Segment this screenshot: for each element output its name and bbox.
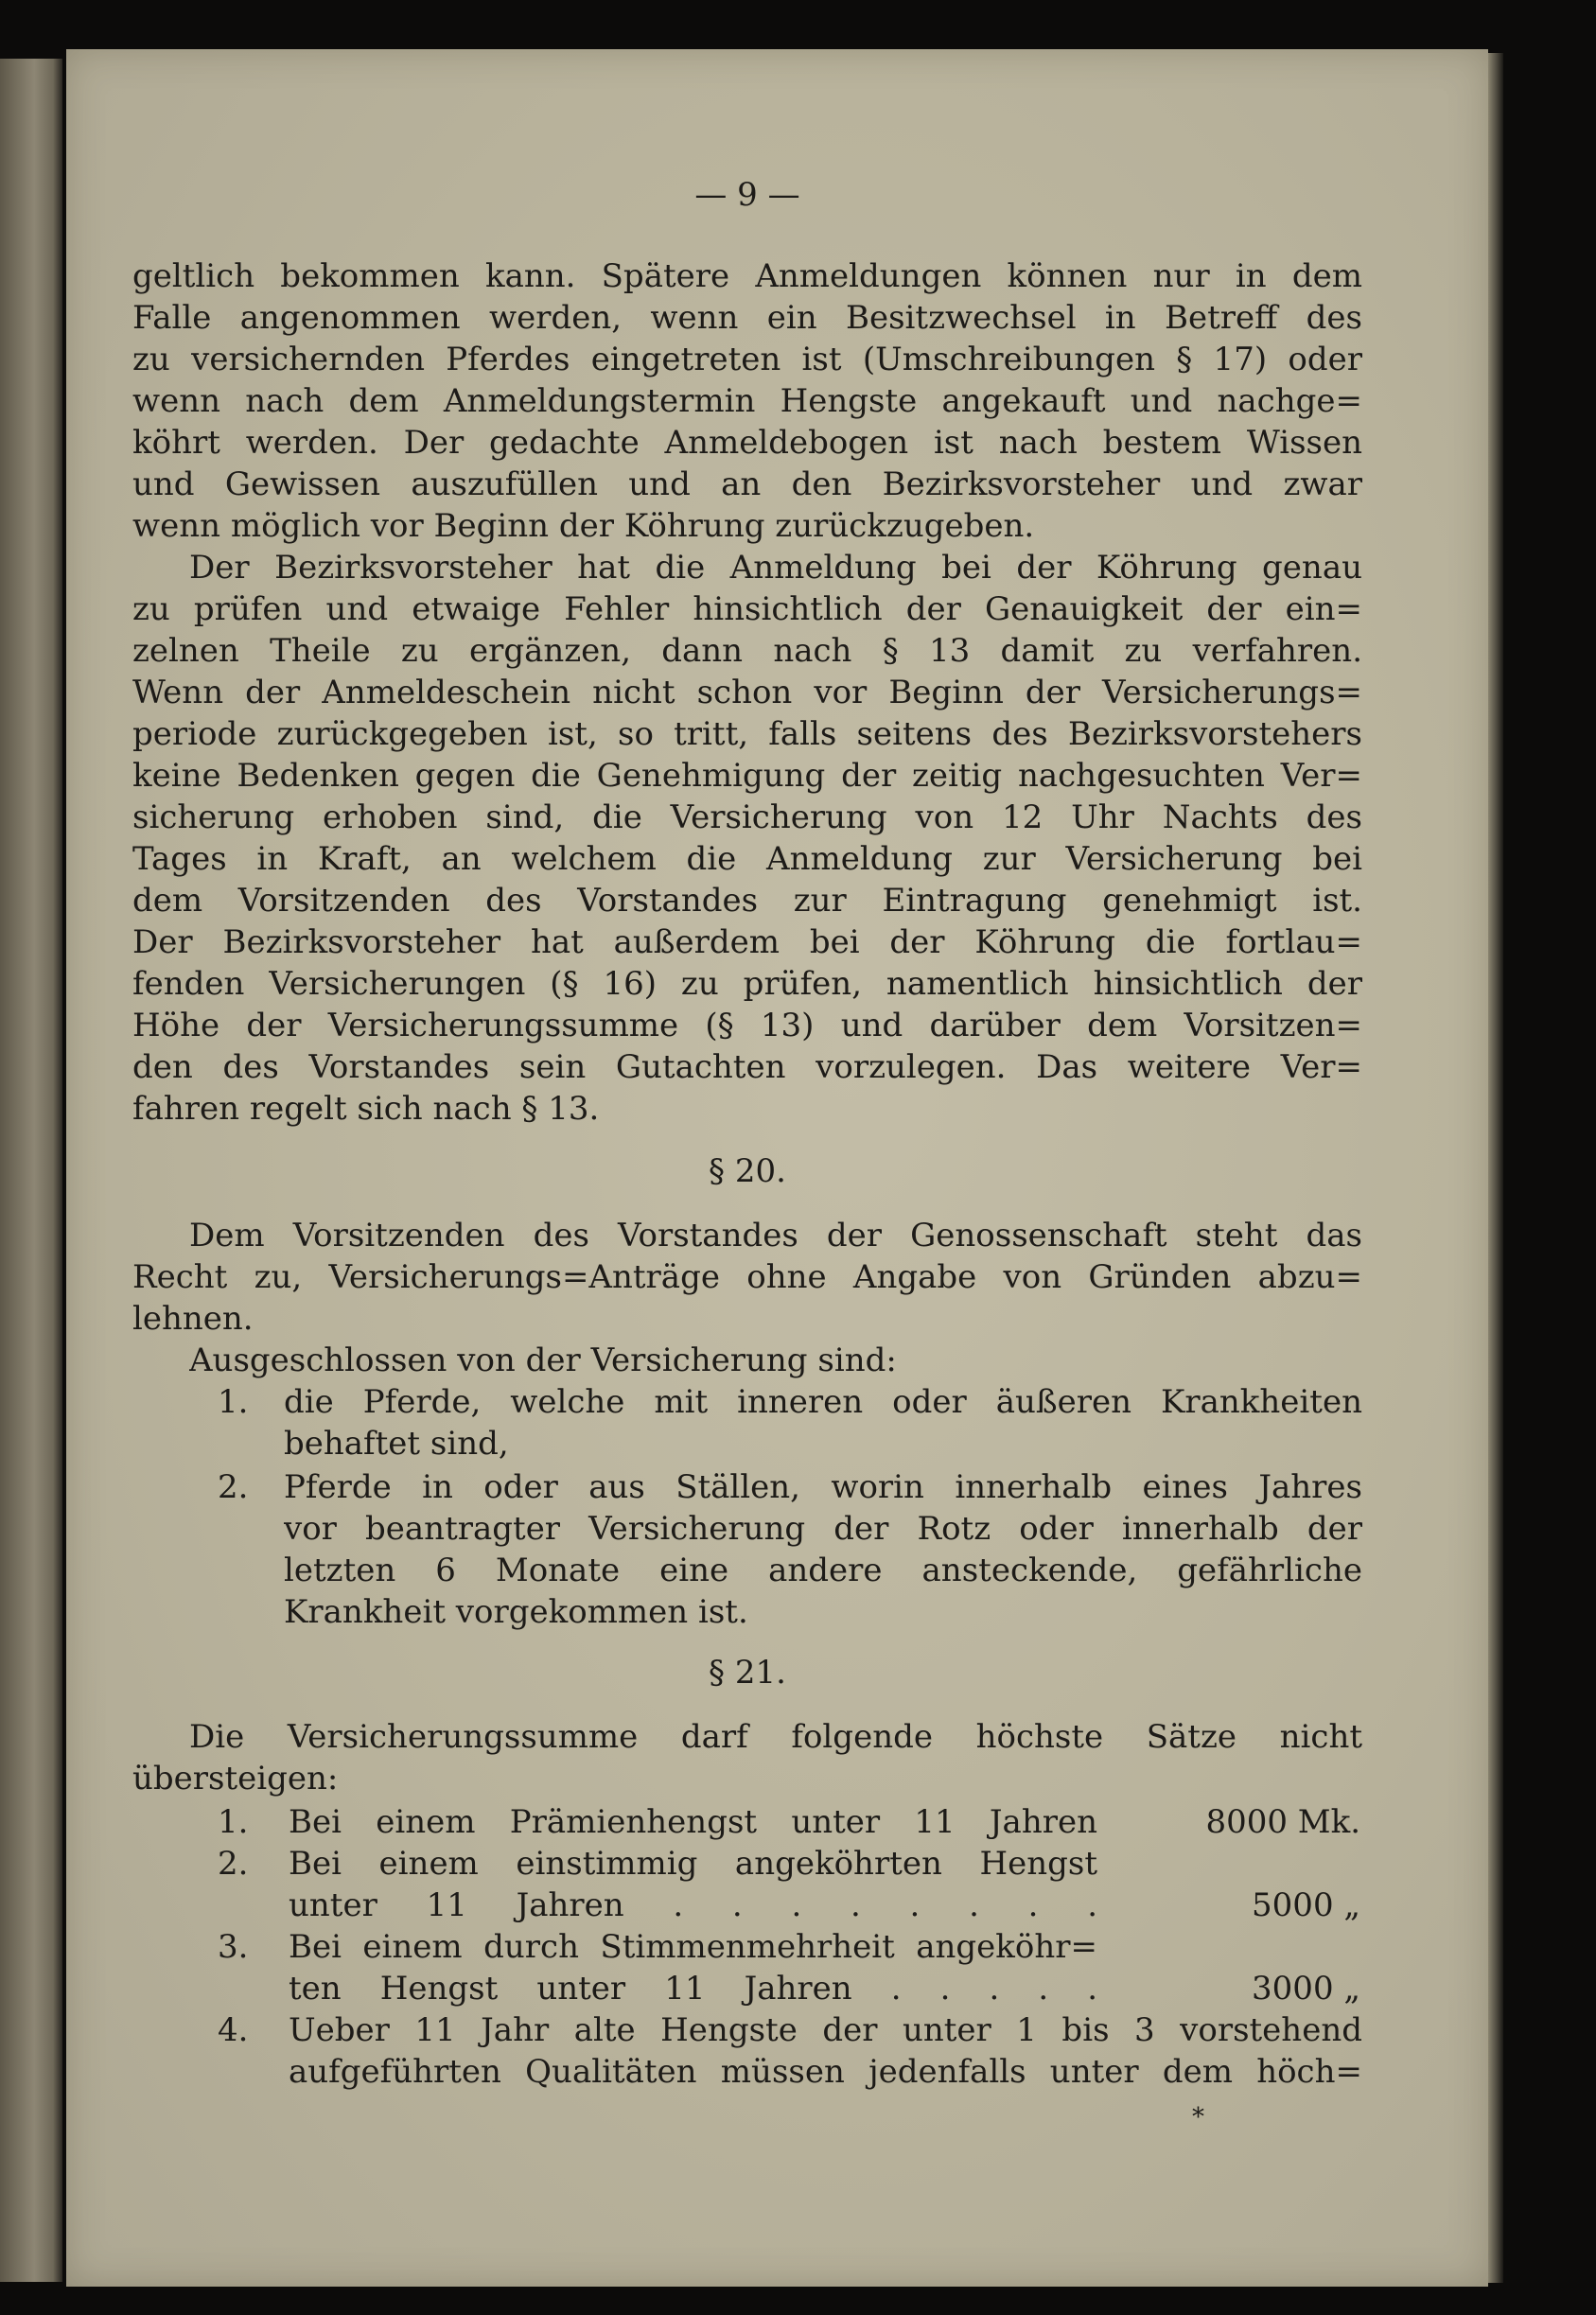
text-line: Höhe der Versicherungssumme (§ 13) und darüber dem Vorsitzen=: [132, 1007, 1362, 1044]
list-number: 1.: [218, 1383, 249, 1421]
text-line: Dem Vorsitzenden des Vorstandes der Genossenschaft steht das: [189, 1217, 1362, 1254]
text-line: geltlich bekommen kann. Spätere Anmeldungen können nur in dem: [132, 257, 1362, 295]
text-line: Die Versicherungssumme darf folgende höchste Sätze nicht: [189, 1718, 1362, 1756]
text-line: zu versichernden Pferdes eingetreten ist (Umschreibungen § 17) oder: [132, 341, 1362, 378]
list-number: 2.: [218, 1845, 249, 1883]
amount-value: 3000 „: [1252, 1970, 1360, 2008]
list-number: 2.: [218, 1468, 249, 1506]
signature-mark: *: [1192, 2103, 1204, 2131]
text-line: übersteigen:: [132, 1760, 339, 1798]
text-line: dem Vorsitzenden des Vorstandes zur Eintragung genehmigt ist.: [132, 882, 1362, 920]
text-line: wenn nach dem Anmeldungstermin Hengste angekauft und nachge=: [132, 382, 1362, 420]
amount-value: 5000 „: [1252, 1886, 1360, 1924]
text-line: fenden Versicherungen (§ 16) zu prüfen, namentlich hinsichtlich der: [132, 965, 1362, 1003]
text-line: Der Bezirksvorsteher hat außerdem bei der Köhrung die fortlau=: [132, 923, 1362, 961]
list-item-line: ten Hengst unter 11 Jahren . . . . .: [289, 1970, 1097, 2008]
text-line: sicherung erhoben sind, die Versicherung von 12 Uhr Nachts des: [132, 798, 1362, 836]
list-item-line: Krankheit vorgekommen ist.: [284, 1593, 748, 1631]
list-item-line: vor beantragter Versicherung der Rotz oder innerhalb der: [284, 1510, 1362, 1548]
section-heading: § 21.: [709, 1654, 786, 1692]
text-line: wenn möglich vor Beginn der Köhrung zurückzugeben.: [132, 507, 1035, 545]
section-heading: § 20.: [709, 1152, 786, 1190]
list-item-line: Bei einem durch Stimmenmehrheit angeköhr=: [289, 1928, 1097, 1966]
text-line: Tages in Kraft, an welchem die Anmeldung zur Versicherung bei: [132, 840, 1362, 878]
list-item-line: Pferde in oder aus Ställen, worin innerhalb eines Jahres: [284, 1468, 1362, 1506]
text-line: zu prüfen und etwaige Fehler hinsichtlich der Genauigkeit der ein=: [132, 590, 1362, 628]
list-number: 3.: [218, 1928, 249, 1966]
text-line: Falle angenommen werden, wenn ein Besitzwechsel in Betreff des: [132, 299, 1362, 337]
list-item-line: die Pferde, welche mit inneren oder äußeren Krankheiten: [284, 1383, 1362, 1421]
list-number: 4.: [218, 2011, 249, 2049]
list-item-line: Ueber 11 Jahr alte Hengste der unter 1 bis 3 vorstehend: [289, 2011, 1362, 2049]
text-line: zelnen Theile zu ergänzen, dann nach § 13 damit zu verfahren.: [132, 632, 1362, 670]
page-number: — 9 —: [694, 176, 800, 214]
text-line: und Gewissen auszufüllen und an den Bezirksvorsteher und zwar: [132, 465, 1362, 503]
page-fore-edge: [1488, 53, 1503, 2283]
text-line: Ausgeschlossen von der Versicherung sind:: [189, 1342, 897, 1379]
list-item-line: Bei einem Prämienhengst unter 11 Jahren: [289, 1803, 1097, 1841]
text-line: Der Bezirksvorsteher hat die Anmeldung bei der Köhrung genau: [189, 549, 1362, 587]
text-line: Wenn der Anmeldeschein nicht schon vor Beginn der Versicherungs=: [132, 674, 1362, 711]
list-item-line: aufgeführten Qualitäten müssen jedenfalls unter dem höch=: [289, 2053, 1362, 2091]
list-item-line: unter 11 Jahren . . . . . . . .: [289, 1886, 1097, 1924]
text-line: Recht zu, Versicherungs=Anträge ohne Angabe von Gründen abzu=: [132, 1258, 1362, 1296]
text-line: fahren regelt sich nach § 13.: [132, 1090, 600, 1128]
list-item-line: letzten 6 Monate eine andere ansteckende, gefährliche: [284, 1552, 1362, 1589]
text-line: den des Vorstandes sein Gutachten vorzulegen. Das weitere Ver=: [132, 1048, 1362, 1086]
text-line: lehnen.: [132, 1300, 254, 1338]
list-item-line: Bei einem einstimmig angeköhrten Hengst: [289, 1845, 1097, 1883]
amount-value: 8000 Mk.: [1205, 1803, 1360, 1841]
list-number: 1.: [218, 1803, 249, 1841]
text-line: keine Bedenken gegen die Genehmigung der zeitig nachgesuchten Ver=: [132, 757, 1362, 795]
facing-page-edge: [0, 59, 62, 2282]
text-line: köhrt werden. Der gedachte Anmeldebogen ist nach bestem Wissen: [132, 424, 1362, 462]
text-line: periode zurückgegeben ist, so tritt, falls seitens des Bezirksvorstehers: [132, 715, 1362, 753]
list-item-line: behaftet sind,: [284, 1425, 509, 1463]
